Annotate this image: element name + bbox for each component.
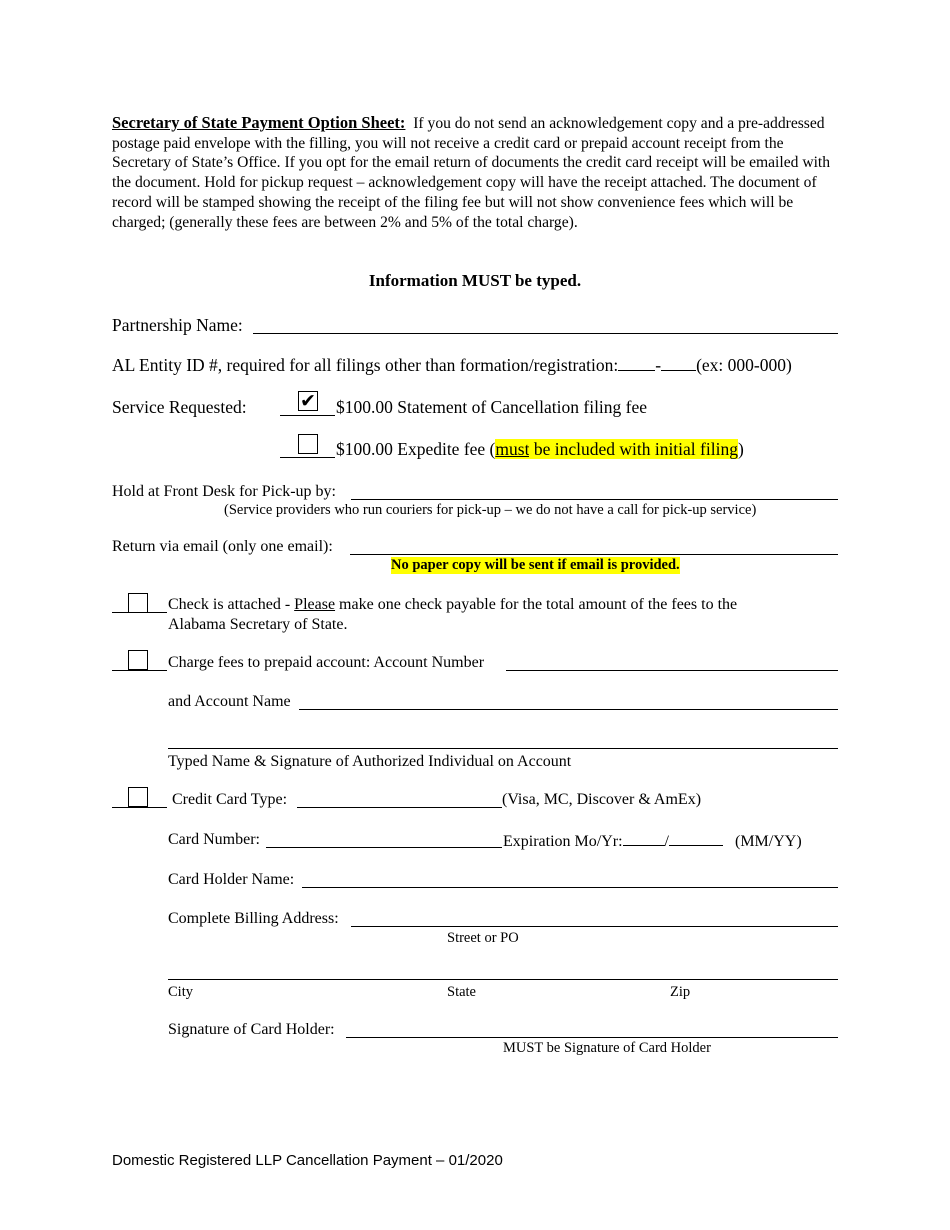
prepaid-underline [112, 670, 167, 671]
check-text-pre: Check is attached - [168, 596, 295, 613]
expiration-separator: / [664, 833, 669, 850]
partnership-name-label: Partnership Name: [112, 315, 243, 335]
account-name-field[interactable] [299, 709, 838, 710]
zip-caption: Zip [670, 984, 691, 1000]
city-caption: City [168, 984, 193, 1000]
authorized-signature-field[interactable] [168, 748, 838, 749]
service-option-1-underline [280, 415, 335, 416]
card-number-label: Card Number: [168, 831, 260, 848]
entity-id-label: AL Entity ID #, required for all filings other than formation/registration: [112, 355, 619, 375]
hold-pickup-note: (Service providers who run couriers for pick-up – we do not have a call for pick-up service) [224, 502, 757, 518]
expedite-must-highlight: must [495, 439, 530, 459]
check-attached-checkbox[interactable] [128, 593, 148, 613]
hold-pickup-field[interactable] [351, 499, 838, 500]
card-type-note: (Visa, MC, Discover & AmEx) [502, 791, 702, 808]
card-number-field[interactable] [266, 847, 502, 848]
service-option-2-underline [280, 457, 335, 458]
intro-paragraph [112, 113, 840, 232]
page-footer: Domestic Registered LLP Cancellation Payment – 01/2020 [112, 1152, 503, 1169]
expiration-row [503, 831, 802, 851]
expedite-fee-text: $100.00 Expedite fee ( [336, 439, 496, 459]
card-holder-signature-label: Signature of Card Holder: [168, 1021, 335, 1038]
card-type-field[interactable] [297, 807, 502, 808]
intro-body: If you do not send an acknowledgement copy and a pre-addressed postage paid envelope with the filling, you will not receive a credit card or prepaid account receipt from the Secretary of State’s Office. If you opt for the email return of documents the credit card receipt will be emailed with the document. Hold for pickup request – acknowledgement copy will have the receipt attached. The document of record will be stamped showing the receipt of the filing fee but will not show convenience fees which will be charged; (generally these fees are between 2% and 5% of the total charge). [112, 115, 831, 231]
expedite-fee-label [336, 439, 744, 460]
expedite-fee-close: ) [737, 439, 744, 459]
email-return-field[interactable] [350, 554, 838, 555]
check-text-line2: Alabama Secretary of State. [168, 616, 348, 633]
account-number-field[interactable] [506, 670, 838, 671]
expiration-year-field[interactable] [669, 831, 723, 846]
check-please: Please [294, 596, 336, 613]
card-holder-label: Card Holder Name: [168, 871, 295, 888]
entity-id-row [112, 355, 792, 376]
check-attached-text [168, 595, 737, 635]
entity-id-part2-field[interactable] [661, 356, 696, 371]
service-requested-label: Service Requested: [112, 397, 247, 417]
expiration-label: Expiration Mo/Yr: [503, 833, 623, 850]
check-text-post: make one check payable for the total amount of the fees to the [335, 596, 738, 613]
authorized-signature-caption: Typed Name & Signature of Authorized Individual on Account [168, 753, 572, 770]
state-caption: State [447, 984, 476, 1000]
billing-city-state-zip-field[interactable] [168, 979, 838, 980]
prepaid-account-checkbox[interactable] [128, 650, 148, 670]
cancellation-fee-label: $100.00 Statement of Cancellation filing fee [336, 397, 648, 417]
billing-street-field[interactable] [351, 926, 838, 927]
expiration-format: (MM/YY) [735, 833, 802, 850]
cancellation-fee-checkbox[interactable] [298, 391, 318, 411]
must-be-typed-notice: Information MUST be typed. [368, 271, 582, 290]
billing-address-label: Complete Billing Address: [168, 910, 339, 927]
email-return-label: Return via email (only one email): [112, 538, 333, 555]
prepaid-account-label: Charge fees to prepaid account: Account Number [168, 654, 485, 671]
entity-id-part1-field[interactable] [618, 356, 655, 371]
expedite-fee-checkbox[interactable] [298, 434, 318, 454]
credit-card-checkbox[interactable] [128, 787, 148, 807]
expiration-month-field[interactable] [623, 831, 665, 846]
expedite-note-highlight: be included with initial filing [529, 439, 738, 459]
street-caption: Street or PO [447, 930, 519, 946]
card-holder-signature-caption: MUST be Signature of Card Holder [503, 1040, 711, 1056]
partnership-name-field[interactable] [253, 333, 838, 334]
account-name-label: and Account Name [168, 693, 291, 710]
credit-card-underline [112, 807, 167, 808]
hold-pickup-label: Hold at Front Desk for Pick-up by: [112, 483, 336, 500]
entity-id-separator: - [655, 355, 662, 375]
intro-heading: Secretary of State Payment Option Sheet: [112, 113, 406, 132]
card-holder-signature-field[interactable] [346, 1037, 838, 1038]
checkmark-icon: ✔ [300, 390, 316, 412]
entity-id-example: (ex: 000-000) [696, 355, 792, 375]
email-warning: No paper copy will be sent if email is provided. [391, 557, 680, 573]
card-holder-field[interactable] [302, 887, 838, 888]
card-type-label: Credit Card Type: [172, 791, 288, 808]
